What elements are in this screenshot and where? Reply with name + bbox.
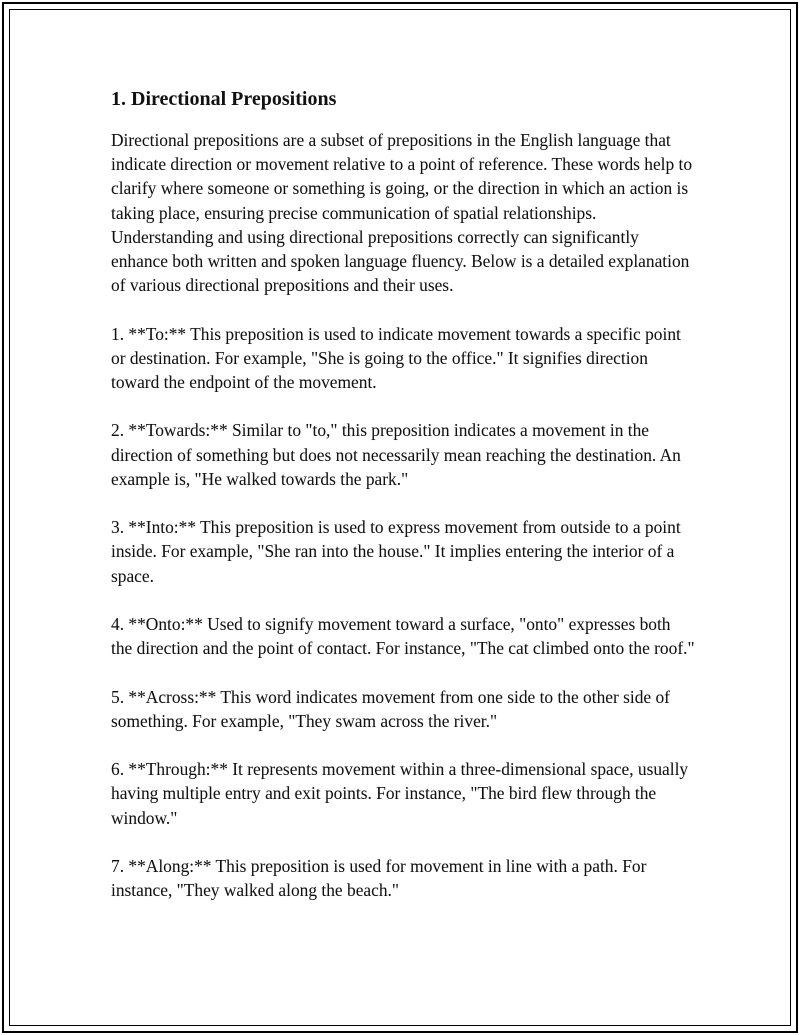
document-body: [111, 86, 696, 927]
intro-paragraph: Directional prepositions are a subset of prepositions in the English language that indicate direction or movement relative to a point of reference. These words help to clarify where someone or something is going, or the direction in which an action is taking place, ensuring precise communication of spatial relationships. Understanding and using directional prepositions correctly can significantly enhance both written and spoken language fluency. Below is a detailed explanation of various directional prepositions and their uses.: [111, 130, 693, 296]
item-through: 6. **Through:** It represents movement within a three-dimensional space, usually having multiple entry and exit points. For instance, "The bird flew through the window.": [111, 759, 689, 828]
item-along: 7. **Along:** This preposition is used for movement in line with a path. For instance, "They walked along the beach.": [111, 855, 647, 901]
item-towards: 2. **Towards:** Similar to "to," this preposition indicates a movement in the direction of something but does not necessarily mean reaching the destination. An example is, "He walked towards the park.": [111, 420, 681, 489]
item-to: 1. **To:** This preposition is used to indicate movement towards a specific point or destination. For example, "She is going to the office." It signifies direction toward the endpoint of the movement.: [111, 323, 681, 393]
section-heading: 1. Directional Prepositions: [111, 88, 337, 110]
item-onto: 4. **Onto:** Used to signify movement toward a surface, "onto" expresses both the direction and the point of contact. For instance, "The cat climbed onto the roof.": [111, 614, 695, 659]
item-into: 3. **Into:** This preposition is used to express movement from outside to a point inside. For example, "She ran into the house." It implies entering the interior of a space.: [111, 517, 681, 586]
item-across: 5. **Across:** This word indicates movement from one side to the other side of something. For example, "They swam across the river.": [111, 686, 670, 731]
